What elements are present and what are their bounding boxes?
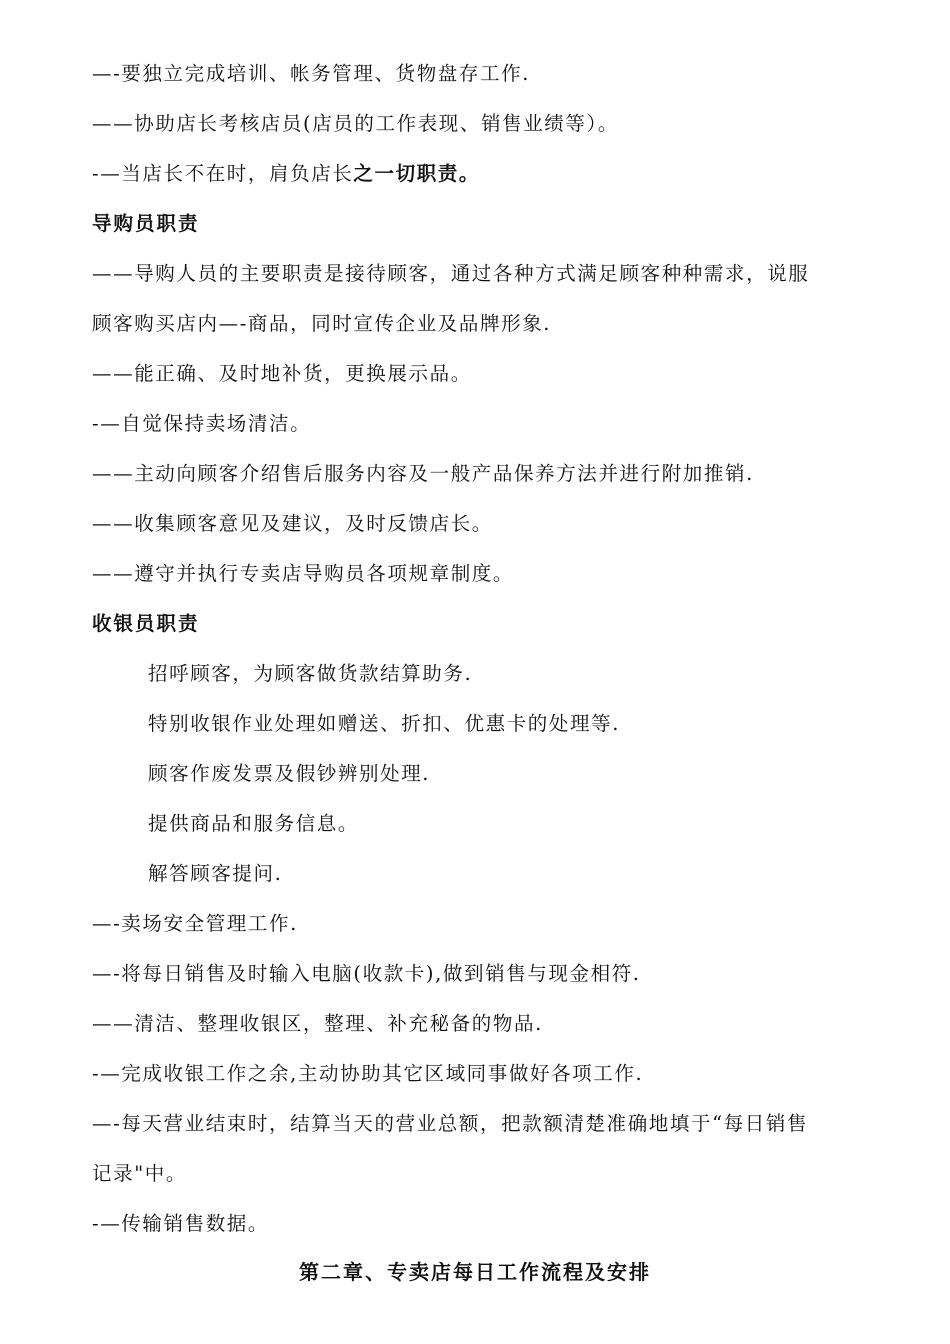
cashier-indented-item: 特别收银作业处理如赠送、折扣、优惠卡的处理等. — [148, 712, 620, 735]
cashier-heading: 收银员职责 — [92, 612, 200, 635]
cashier-indented-item: 提供商品和服务信息。 — [148, 812, 360, 835]
cashier-daily-close-line2: 记录"中。 — [92, 1162, 187, 1185]
chapter-title: 第二章、专卖店每日工作流程及安排 — [299, 1260, 651, 1284]
cashier-daily-close-line1: —-每天营业结束时，结算当天的营业总额，把款额清楚准确地填于“每日销售 — [92, 1112, 809, 1135]
cashier-indented-item: 招呼顾客，为顾客做货款结算助务. — [148, 662, 473, 685]
manager-duty-absent — [92, 160, 872, 188]
cashier-indented-item: 解答顾客提问. — [148, 862, 283, 885]
cashier-last-item: -—传输销售数据。 — [92, 1212, 269, 1235]
shopping-guide-item: ——能正确、及时地补货，更换展示品。 — [92, 362, 472, 385]
manager-duty-assess-staff: ——协助店长考核店员(店员的工作表现、销售业绩等）。 — [92, 112, 619, 135]
cashier-item: —-卖场安全管理工作. — [92, 912, 298, 935]
shopping-guide-item: ——遵守并执行专卖店导购员各项规章制度。 — [92, 562, 515, 585]
cashier-item: —-将每日销售及时输入电脑(收款卡),做到销售与现金相符. — [92, 962, 641, 985]
manager-duty-absent-bold: 之一切职责。 — [353, 162, 480, 185]
shopping-guide-item: -—自觉保持卖场清洁。 — [92, 412, 312, 435]
cashier-item: ——清洁、整理收银区，整理、补充秘备的物品. — [92, 1012, 543, 1035]
shopping-guide-intro-line1: ——导购人员的主要职责是接待顾客，通过各种方式满足顾客种种需求，说服 — [92, 262, 810, 285]
cashier-indented-item: 顾客作废发票及假钞辨别处理. — [148, 762, 431, 785]
shopping-guide-item: ——收集顾客意见及建议，及时反馈店长。 — [92, 512, 493, 535]
shopping-guide-intro-line2: 顾客购买店内—-商品，同时宣传企业及品牌形象. — [92, 312, 552, 335]
cashier-item: -—完成收银工作之余,主动协助其它区域同事做好各项工作. — [92, 1062, 644, 1085]
shopping-guide-item: ——主动向顾客介绍售后服务内容及一般产品保养方法并进行附加推销. — [92, 462, 754, 485]
shopping-guide-heading: 导购员职责 — [92, 212, 200, 235]
manager-duty-training: —-要独立完成培训、帐务管理、货物盘存工作. — [92, 62, 530, 85]
manager-duty-absent-text: -—当店长不在时，肩负店长 — [92, 162, 354, 185]
